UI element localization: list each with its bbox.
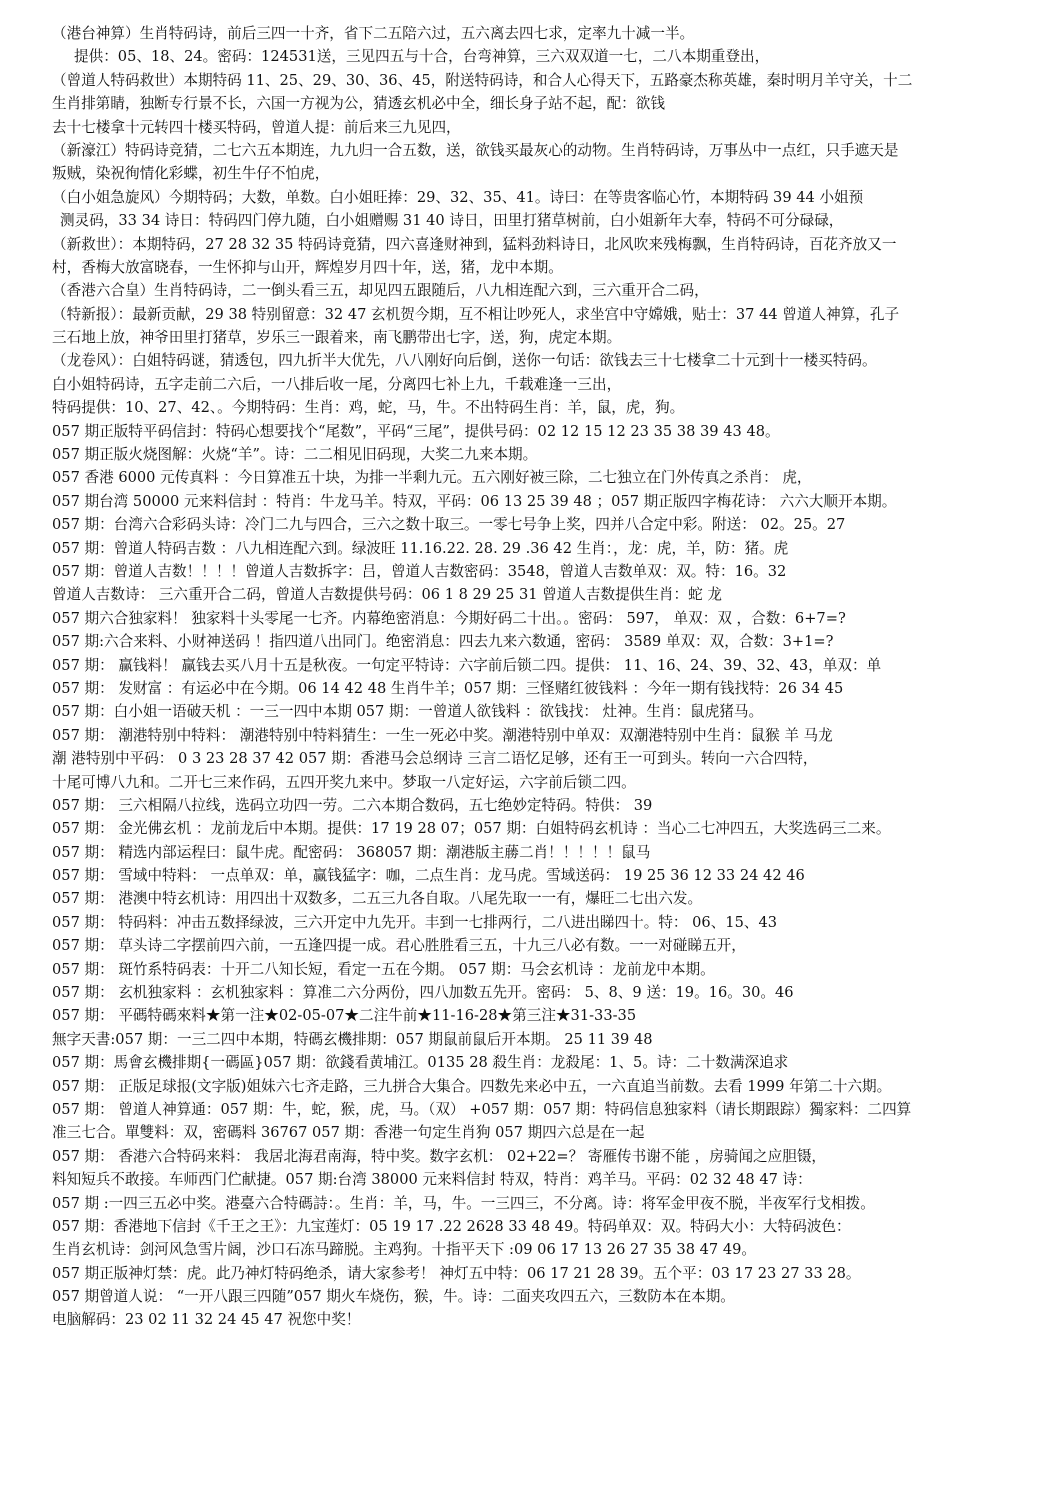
text-line: 料知短兵不敢接。车师西门伫献捷。057 期:台湾 38000 元来料信封 特双，特肖：鸡羊马。平码：02 32 48 47 诗： bbox=[52, 1171, 812, 1189]
text-line: 057 期： 潮港特别中特料： 潮港特别中特料猜生：一生一死必中奖。潮港特别中单双：双潮港特别中生肖：鼠猴 羊 马龙 bbox=[52, 726, 833, 744]
text-line: 村，香梅大放富晓春，一生怀抑与山开，辉煌岁月四十年，送，猪，龙中本期。 bbox=[52, 258, 563, 276]
text-line: 057 期： 发财富 ：有运必中在今期。06 14 42 48 生肖牛羊；057 期：三怪赌红彼钱料 ：今年一期有钱找特：26 34 45 bbox=[52, 679, 844, 697]
text-line: 去十七楼拿十元转四十楼买特码，曾道人提：前后来三九见四， bbox=[52, 118, 461, 136]
text-line: （香港六合皇）生肖特码诗，二一倒头看三五，却见四五跟随后，八九相连配六到，三六重开合二码， bbox=[52, 282, 709, 300]
text-line: 057 期：曾道人吉数！！！！曾道人吉数拆字：吕，曾道人吉数密码：3548，曾道人吉数单双：双。特：16。32 bbox=[52, 562, 787, 580]
text-line: 057 期： 金光佛玄机 ：龙前龙后中本期。提供：17 19 28 07；057 期：白姐特码玄机诗 ：当心二七冲四五，大奖选码三二来。 bbox=[52, 820, 891, 838]
text-line: 057 期正版火烧图解：火烧“羊”。诗：二二相见旧码现，大奖二九来本期。 bbox=[52, 446, 538, 464]
text-line: 生肖玄机诗：剑河风急雪片阔，沙口石冻马蹄脱。主鸡狗。十指平天下 :09 06 17 13 26 27 35 38 47 49。 bbox=[52, 1241, 757, 1259]
text-line: （特新报）：最新贡献，29 38 特别留意：32 47 玄机贺今期，互不相让吵死人，求坐宫中守嫦娥，贴士：37 44 曾道人神算，孔子 bbox=[52, 305, 900, 323]
text-line: 057 期： 草头诗二字摆前四六前，一五逢四提一成。君心胜胜看三五，十九三八必有数。一一对碰睇五开， bbox=[52, 937, 746, 955]
text-line: 曾道人吉数诗： 三六重开合二码，曾道人吉数提供号码：06 1 8 29 25 31 曾道人吉数提供生肖：蛇 龙 bbox=[52, 586, 722, 604]
text-line: 無字天書:057 期：一三二四中本期，特碼玄機排期：057 期鼠前鼠后开本期。 25 11 39 48 bbox=[52, 1030, 653, 1048]
text-line: 057 期： 正版足球报(文字版)姐妹六七齐走路，三九拼合大集合。四数先来必中五，一六直追当前数。去看 1999 年第二十六期。 bbox=[52, 1077, 892, 1095]
text-line: 057 期台湾 50000 元来料信封 ：特肖：牛龙马羊。特双，平码：06 13 25 39 48 ；057 期正版四字梅花诗： 六六大顺开本期。 bbox=[52, 492, 897, 510]
text-line: 057 期： 曾道人神算通：057 期：牛，蛇，猴，虎，马。（双） +057 期：057 期：特码信息独家料（请长期跟踪）獨家料：二四算 bbox=[52, 1100, 912, 1118]
text-line: 057 期:六合来料、小财神送码 ！指四道八出同门。绝密消息：四去九来六数通，密码： 3589 单双：双，合数：3+1=? bbox=[52, 633, 834, 651]
text-line: 057 香港 6000 元传真料 ：今日算准五十块，为排一半剩九元。五六刚好被三除，二七独立在门外传真之杀肖： 虎， bbox=[52, 469, 812, 487]
text-line bbox=[52, 1355, 1044, 1378]
text-line: 电脑解码：23 02 11 32 24 45 47 祝您中奖！ bbox=[52, 1311, 361, 1329]
text-line: 潮 港特别中平码： 0 3 23 28 37 42 057 期：香港马会总纲诗 三言二语忆足够，还有王一可到头。转向一六合四特， bbox=[52, 750, 818, 768]
text-line: （新濠江）特码诗竞猜，二七六五本期连，九九归一合五数，送，欲钱买最灰心的动物。生肖特码诗，万事丛中一点红，只手遮天是 bbox=[52, 141, 899, 159]
text-line bbox=[52, 1402, 1044, 1425]
text-line: 准三七合。單雙料：双，密碼料 36767 057 期：香港一句定生肖狗 057 期四六总是在一起 bbox=[52, 1124, 645, 1142]
text-line: 057 期： 雪域中特料： 一点单双：单，赢钱猛字：咖，二点生肖：龙马虎。雪域送码： 19 25 36 12 33 24 42 46 bbox=[52, 867, 805, 885]
text-line: 057 期： 精选内部运程曰：鼠牛虎。配密码： 368057 期：潮港版主蕂二肖！！！！！鼠马 bbox=[52, 843, 651, 861]
text-line bbox=[52, 1425, 1044, 1448]
text-line: 057 期正版特平码信封：特码心想要找个“尾数”，平码“三尾”，提供号码：02 12 15 12 23 35 38 39 43 48。 bbox=[52, 422, 780, 440]
text-line: 057 期： 特码料：冲击五数择绿波，三六开定中九先开。丰到一七排两行，二八进出睇四十。特： 06、15、43 bbox=[52, 913, 778, 931]
text-line: （港台神算）生肖特码诗，前后三四一十齐，省下二五陪六过，五六离去四七求，定率九十减一半。 bbox=[52, 25, 695, 42]
text-line: 十尾可博八九和。二开七三来作码，五四开奖九来中。梦取一八定好运，六字前后锁二四。 bbox=[52, 773, 636, 791]
text-line bbox=[52, 1332, 1044, 1355]
text-line: 057 期正版神灯禁：虎。此乃神灯特码绝杀，请大家参考！ 神灯五中特：06 17 21 28 39。五个平：03 17 23 27 33 28。 bbox=[52, 1264, 861, 1282]
text-line: 057 期： 斑竹系特码表：十开二八知长短，看定一五在今期。 057 期：马会玄机诗 ：龙前龙中本期。 bbox=[52, 960, 715, 978]
text-line bbox=[52, 1449, 1044, 1472]
text-line bbox=[52, 1472, 1044, 1495]
text-line: （曾道人特码救世）本期特码 11、25、29、30、36、45，附送特码诗，和合人心得天下，五路豪杰称英雄，秦时明月羊守关，十二 bbox=[52, 71, 913, 89]
text-line: 特码提供：10、27、42、。今期特码：生肖：鸡，蛇，马，牛。不出特码生肖：羊，鼠，虎，狗。 bbox=[52, 399, 685, 417]
text-line: 提供：05、18、24。密码：124531送，三见四五与十合，台弯神算，三六双双道一七，二八本期重登出， bbox=[74, 48, 770, 66]
text-line: （龙卷风）：白姐特码谜，猜透包，四九折半大优先，八八刚好向后倒，送你一句话：欲钱去三十七楼拿二十元到十一楼买特码。 bbox=[52, 352, 877, 370]
text-line: 057 期曾道人说： “一开八跟三四随”057 期火车烧伤，猴，牛。诗：二面夹攻四五六，三数防本在本期。 bbox=[52, 1288, 735, 1306]
text-line: 057 期： 三六相隔八拉线，选码立功四一劳。二六本期合数码，五七绝妙定特码。特供： 39 bbox=[52, 796, 653, 814]
text-line: （白小姐急旋风）今期特码；大数，单数。白小姐旺捧：29、32、35、41。诗曰：在等贵客临心竹，本期特码 39 44 小姐预 bbox=[52, 188, 864, 206]
text-line: 057 期六合独家料！ 独家料十头零尾一七齐。内幕绝密消息：今期好码二十出。。密码： 597， 单双：双 ，合数：6+7=? bbox=[52, 609, 846, 627]
text-line: 057 期：台湾六合彩码头诗：冷门二九与四合，三六之数十取三。一零七号争上奖，四并八合定中彩。附送： 02。25。27 bbox=[52, 516, 846, 534]
text-line: 057 期：馬會玄機排期{一碼區}057 期：欲錢看黄埔江。0135 28 殺生肖：龙殺尾：1、5。诗：二十数满深追求 bbox=[52, 1054, 789, 1072]
text-line: 生肖排第睛，独断专行景不长，六国一方视为公，猜透玄机必中全，细长身子站不起，配：欲钱 bbox=[52, 95, 665, 113]
text-line: 057 期 :一四三五必中奖。港臺六合特碼詩：。生肖：羊，马，牛。一三四三，不分离。诗：将军金甲夜不脱，半夜军行戈相拨。 bbox=[52, 1194, 875, 1212]
text-line: 057 期：白小姐一语破天机 ：一三一四中本期 057 期：一曾道人欲钱料 ：欲钱找： 灶神。生肖：鼠虎猪马。 bbox=[52, 703, 764, 721]
text-line: 057 期： 玄机独家料 ：玄机独家料 ：算准二六分两份，四八加数五先开。密码： 5、8、9 送：19。16。30。46 bbox=[52, 984, 794, 1002]
text-line: 057 期：曾道人特码吉数 ：八九相连配六到。绿波旺 11.16.22. 28. 29 .36 42 生肖：，龙：虎，羊，防：猪。虎 bbox=[52, 539, 789, 557]
text-line: 057 期： 赢钱料！ 赢钱去买八月十五是秋夜。一句定平特诗：六字前后锁二四。提供： 11、16、24、39、32、43，单双：单 bbox=[52, 656, 882, 674]
text-line: 三石地上放，神爷田里打猪草，岁乐三一跟着来，南飞鹏带出七字，送，狗，虎定本期。 bbox=[52, 329, 622, 347]
text-line: 白小姐特码诗，五字走前二六后，一八排后收一尾，分离四七补上九，千载难逢一三出， bbox=[52, 375, 622, 393]
text-line: （新救世）：本期特码，27 28 32 35 特码诗竟猜，四六喜逢财神到，猛料劲料诗日，北风吹来残梅飘，生肖特码诗，百花齐放又一 bbox=[52, 235, 897, 253]
text-line: 叛贼，染祝徇情化彩蝶，初生牛仔不怕虎， bbox=[52, 165, 330, 183]
text-line: 057 期： 香港六合特码来料： 我居北海君南海，特中奖。数字玄机： 02+22=？ 寄雁传书谢不能 ，房骑闻之应胆镊， bbox=[52, 1147, 827, 1165]
text-line: 057 期： 港澳中特玄机诗：用四出十双数多，二五三九各自取。八尾先取一一有，爆旺二七出六发。 bbox=[52, 890, 703, 908]
text-line: 057 期： 平碼特碼來料★第一注★02-05-07★二注牛前★11-16-28★第三注★31-33-35 bbox=[52, 1007, 637, 1025]
text-line bbox=[52, 1379, 1044, 1402]
text-line: 057 期：香港地下信封《千王之王》：九宝莲灯：05 19 17 .22 2628 33 48 49。特码单双：双。特码大小：大特码波色： bbox=[52, 1217, 851, 1235]
text-line: 测灵码，33 34 诗日：特码四门停九随，白小姐赠赐 31 40 诗日，田里打猪草树前，白小姐新年大奉，特码不可分碌碌， bbox=[60, 212, 844, 230]
